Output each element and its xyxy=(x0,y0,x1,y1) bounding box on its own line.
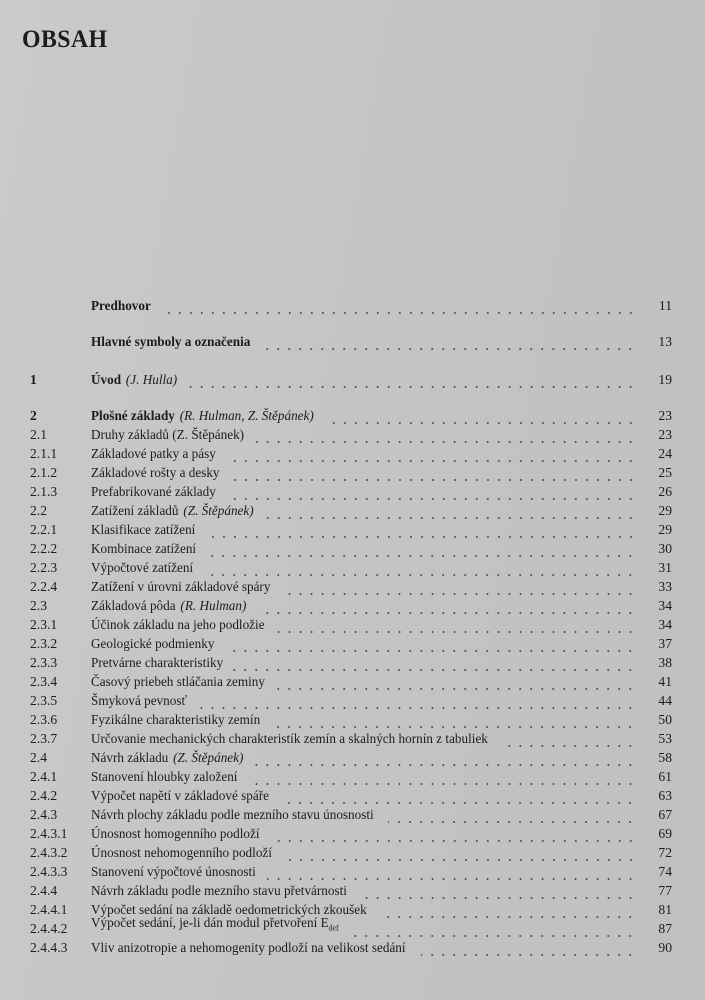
toc-entry xyxy=(30,596,672,615)
toc-entry xyxy=(30,881,672,900)
section-title-text: Únosnost nehomogenního podloží xyxy=(91,845,272,860)
section-title xyxy=(91,501,254,520)
toc-entry xyxy=(30,786,672,805)
page-number: 33 xyxy=(658,579,672,594)
section-title-text: Zatížení v úrovni základové spáry xyxy=(91,579,271,594)
section-title-text: Prefabrikované základy xyxy=(91,484,216,499)
section-number: 2.1.1 xyxy=(30,446,58,461)
page-number: 11 xyxy=(658,298,672,313)
page-number: 72 xyxy=(658,845,672,860)
section-title xyxy=(91,691,187,710)
page-number: 74 xyxy=(658,864,672,879)
section-title xyxy=(91,425,244,444)
dot-leader xyxy=(282,577,636,596)
toc-entry xyxy=(30,296,672,315)
page-number: 67 xyxy=(658,807,672,822)
section-title xyxy=(91,615,265,634)
page-number: 34 xyxy=(658,617,672,632)
section-title xyxy=(91,786,269,805)
toc-entry xyxy=(30,729,672,748)
section-number: 2.3.6 xyxy=(30,712,58,727)
page-number: 69 xyxy=(658,826,672,841)
dot-leader xyxy=(276,672,636,691)
section-title-text: Plošné základy xyxy=(91,408,175,423)
section-number: 2.4.1 xyxy=(30,769,58,784)
toc-entry xyxy=(30,577,672,596)
toc-entry xyxy=(30,672,672,691)
section-title-text: Základové patky a pásy xyxy=(91,446,216,461)
section-number: 2.3.2 xyxy=(30,636,58,651)
section-title-text: Výpočet sedání, je-li dán modul přetvoření E xyxy=(91,915,329,931)
section-number: 2.4.2 xyxy=(30,788,58,803)
page-number: 30 xyxy=(658,541,672,556)
page-number: 87 xyxy=(658,921,672,936)
toc-entry xyxy=(30,824,672,843)
dot-leader xyxy=(271,710,636,729)
section-title xyxy=(91,296,151,315)
toc-entry xyxy=(30,539,672,558)
toc-entry xyxy=(30,915,672,938)
section-title-text: Časový priebeh stláčania zeminy xyxy=(91,674,265,689)
page-number: 23 xyxy=(658,427,672,442)
dot-leader xyxy=(388,805,636,824)
section-number: 2.4.3 xyxy=(30,807,58,822)
toc-entry xyxy=(30,332,672,351)
section-title-text: Návrh plochy základu podle mezního stavu únosnosti xyxy=(91,807,374,822)
toc-entry xyxy=(30,425,672,444)
page-number: 34 xyxy=(658,598,672,613)
page-number: 37 xyxy=(658,636,672,651)
section-title-text: Výpočtové zatížení xyxy=(91,560,194,575)
section-title xyxy=(91,463,220,482)
toc-entry xyxy=(30,634,672,653)
dot-leader xyxy=(226,444,636,463)
toc-entry xyxy=(30,748,672,767)
toc-entry xyxy=(30,862,672,881)
section-title xyxy=(91,332,250,351)
section-title xyxy=(91,482,216,501)
dot-leader xyxy=(284,843,636,862)
section-author: (Z. Štěpánek) xyxy=(183,503,254,518)
subscript: def xyxy=(328,924,339,933)
section-number: 2.1.3 xyxy=(30,484,58,499)
page-number: 61 xyxy=(658,769,672,784)
section-title-text: Základová pôda xyxy=(91,598,176,613)
page-number: 90 xyxy=(658,940,672,955)
toc-entry xyxy=(30,482,672,501)
dot-leader xyxy=(248,767,636,786)
toc-entry xyxy=(30,710,672,729)
section-number: 2.4.3.3 xyxy=(30,864,68,879)
dot-leader xyxy=(196,691,636,710)
section-author: (R. Hulman) xyxy=(180,598,247,613)
section-title xyxy=(91,881,347,900)
section-number: 2.4.4.2 xyxy=(30,921,68,936)
section-title-text: Stanovení hloubky založení xyxy=(91,769,238,784)
section-title-text: Druhy základů (Z. Štěpánek) xyxy=(91,427,245,442)
section-title xyxy=(91,634,214,653)
dot-leader xyxy=(421,938,636,957)
dot-leader xyxy=(233,653,636,672)
section-number: 2.3.3 xyxy=(30,655,58,670)
dot-leader xyxy=(205,520,636,539)
dot-leader xyxy=(205,539,636,558)
page-number: 31 xyxy=(658,560,672,575)
section-author: (R. Hulman, Z. Štěpánek) xyxy=(179,408,314,423)
section-title xyxy=(91,596,246,615)
dot-leader xyxy=(280,786,636,805)
section-title-text: Výpočet napětí v základové spáře xyxy=(91,788,269,803)
dot-leader xyxy=(267,862,636,881)
section-title xyxy=(91,767,237,786)
section-number: 2.3.5 xyxy=(30,693,58,708)
section-number: 2.2 xyxy=(30,503,47,518)
section-number: 1 xyxy=(30,372,37,387)
section-number: 2 xyxy=(30,408,37,423)
toc-entry xyxy=(30,805,672,824)
dot-leader xyxy=(381,900,636,919)
section-title-text: Vliv anizotropie a nehomogenity podloží na velikost sedání xyxy=(91,940,406,955)
section-title-text: Únosnost homogenního podloží xyxy=(91,826,260,841)
section-title-text: Fyzikálne charakteristiky zemín xyxy=(91,712,261,727)
dot-leader xyxy=(271,824,636,843)
toc-entry xyxy=(30,463,672,482)
section-author: (J. Hulla) xyxy=(125,372,178,387)
toc-entry xyxy=(30,843,672,862)
page-number: 41 xyxy=(658,674,672,689)
dot-leader xyxy=(257,596,636,615)
dot-leader xyxy=(276,615,636,634)
section-number: 2.3.7 xyxy=(30,731,58,746)
dot-leader xyxy=(352,919,636,938)
section-number: 2.4.4 xyxy=(30,883,58,898)
page-number: 29 xyxy=(658,522,672,537)
section-title-text: Klasifikace zatížení xyxy=(91,522,196,537)
dot-leader xyxy=(506,729,636,748)
dot-leader xyxy=(226,482,636,501)
toc-entry xyxy=(30,520,672,539)
toc-entry xyxy=(30,691,672,710)
section-title-text: Návrh základu podle mezního stavu přetvárnosti xyxy=(91,883,347,898)
page-number: 58 xyxy=(658,750,672,765)
dot-leader xyxy=(255,425,636,444)
section-number: 2.3.4 xyxy=(30,674,58,689)
section-title xyxy=(91,370,177,389)
toc-entry xyxy=(30,370,672,389)
section-title xyxy=(91,710,260,729)
section-title-text: Účinok základu na jeho podložie xyxy=(91,617,265,632)
toc-entry xyxy=(30,767,672,786)
section-title-text: Šmyková pevnosť xyxy=(91,693,188,708)
page-number: 19 xyxy=(658,372,672,387)
section-title-text: Kombinace zatížení xyxy=(91,541,197,556)
section-title xyxy=(91,862,256,881)
section-number: 2.4 xyxy=(30,750,47,765)
section-number: 2.4.3.2 xyxy=(30,845,68,860)
section-number: 2.4.4.1 xyxy=(30,902,68,917)
page-number: 38 xyxy=(658,655,672,670)
section-title xyxy=(91,843,272,862)
dot-leader xyxy=(254,748,636,767)
section-number: 2.3.1 xyxy=(30,617,58,632)
section-author: (Z. Štěpánek) xyxy=(173,750,244,765)
dot-leader xyxy=(327,406,636,425)
section-title-text: Úvod xyxy=(91,372,122,387)
section-title xyxy=(91,805,374,824)
section-title-text: Zatížení základů xyxy=(91,503,179,518)
section-title xyxy=(91,672,265,691)
toc-entry xyxy=(30,558,672,577)
dot-leader xyxy=(265,501,636,520)
section-number: 2.2.1 xyxy=(30,522,58,537)
dot-leader xyxy=(159,296,636,315)
section-title-text: Predhovor xyxy=(91,298,151,313)
page-number: 50 xyxy=(658,712,672,727)
section-title xyxy=(91,653,223,672)
section-number: 2.3 xyxy=(30,598,47,613)
section-title xyxy=(91,406,314,425)
section-number: 2.2.3 xyxy=(30,560,58,575)
section-title-text: Určovanie mechanických charakteristík zemín a skalných hornín z tabuliek xyxy=(91,731,488,746)
page-number: 77 xyxy=(658,883,672,898)
section-title xyxy=(91,824,259,843)
section-number: 2.4.4.3 xyxy=(30,940,68,955)
toc-entry xyxy=(30,444,672,463)
section-title xyxy=(91,520,195,539)
section-number: 2.2.4 xyxy=(30,579,58,594)
dot-leader xyxy=(186,370,636,389)
section-title-text: Hlavné symboly a označenia xyxy=(91,334,251,349)
section-title xyxy=(91,913,339,938)
dot-leader xyxy=(224,634,636,653)
section-title-text: Základové rošty a desky xyxy=(91,465,220,480)
page-number: 26 xyxy=(658,484,672,499)
section-title xyxy=(91,748,243,767)
section-title-text: Stanovení výpočtové únosnosti xyxy=(91,864,256,879)
section-title-text: Návrh základu xyxy=(91,750,169,765)
page-number: 24 xyxy=(658,446,672,461)
section-title-text: Geologické podmienky xyxy=(91,636,215,651)
section-title xyxy=(91,539,196,558)
toc-entry xyxy=(30,406,672,425)
section-number: 2.1.2 xyxy=(30,465,58,480)
section-number: 2.4.3.1 xyxy=(30,826,68,841)
section-title-text: Výpočet sedání na základě oedometrických zkoušek xyxy=(91,902,367,917)
section-number: 2.1 xyxy=(30,427,47,442)
dot-leader xyxy=(202,558,636,577)
page-number: 29 xyxy=(658,503,672,518)
section-title xyxy=(91,938,406,957)
section-title xyxy=(91,444,216,463)
toc-entry xyxy=(30,938,672,957)
page-number: 23 xyxy=(658,408,672,423)
toc-entry xyxy=(30,653,672,672)
page-number: 63 xyxy=(658,788,672,803)
section-title xyxy=(91,558,193,577)
section-title xyxy=(91,729,488,748)
page-number: 13 xyxy=(658,334,672,349)
toc-entry xyxy=(30,615,672,634)
page-heading: OBSAH xyxy=(22,26,108,53)
section-number: 2.2.2 xyxy=(30,541,58,556)
section-title xyxy=(91,577,270,596)
dot-leader xyxy=(230,463,637,482)
page-number: 25 xyxy=(658,465,672,480)
page-number: 53 xyxy=(658,731,672,746)
dot-leader xyxy=(261,332,636,351)
toc-entry xyxy=(30,501,672,520)
dot-leader xyxy=(361,881,636,900)
section-title-text: Pretvárne charakteristiky xyxy=(91,655,224,670)
page-number: 81 xyxy=(658,902,672,917)
page-number: 44 xyxy=(658,693,672,708)
